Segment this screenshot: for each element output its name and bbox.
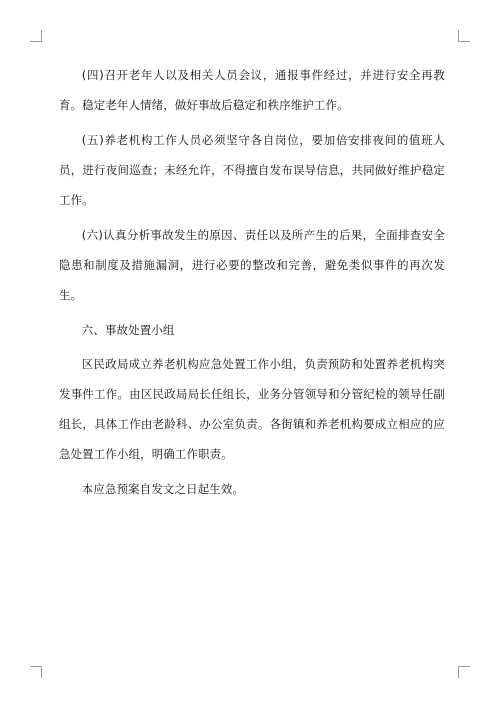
document-body [59,60,445,518]
paragraph-item-5: (五)养老机构工作人员必须坚守各自岗位，要加倍安排夜间的值班人员，进行夜间巡查；未经允许，不得擅自发布误导信息，共同做好维护稳定工作。 [59,133,445,207]
crop-mark-bottom-right [458,666,470,678]
crop-mark-bottom-left [30,666,42,678]
crop-mark-top-left [30,30,42,42]
section-heading: 六、事故处置小组 [81,323,175,337]
section-paragraph-group: 区民政局成立养老机构应急处置工作小组，负责预防和处置养老机构突发事件工作。由区民政局局长任组长，业务分管领导和分管纪检的领导任副组长，具体工作由老龄科、办公室负责。各街镇和养老机构要成立相应的应急处置工作小组，明确工作职责。 [59,357,445,461]
effective-statement: 本应急预案自发文之日起生效。 [81,482,245,496]
crop-mark-top-right [458,30,470,42]
paragraph-item-6: (六)认真分析事故发生的原因、责任以及所产生的后果，全面排查安全隐患和制度及措施漏洞，进行必要的整改和完善，避免类似事件的再次发生。 [59,228,445,302]
paragraph-item-4: (四)召开老年人以及相关人员会议，通报事件经过，并进行安全再教育。稳定老年人情绪，做好事故后稳定和秩序维护工作。 [59,68,445,112]
